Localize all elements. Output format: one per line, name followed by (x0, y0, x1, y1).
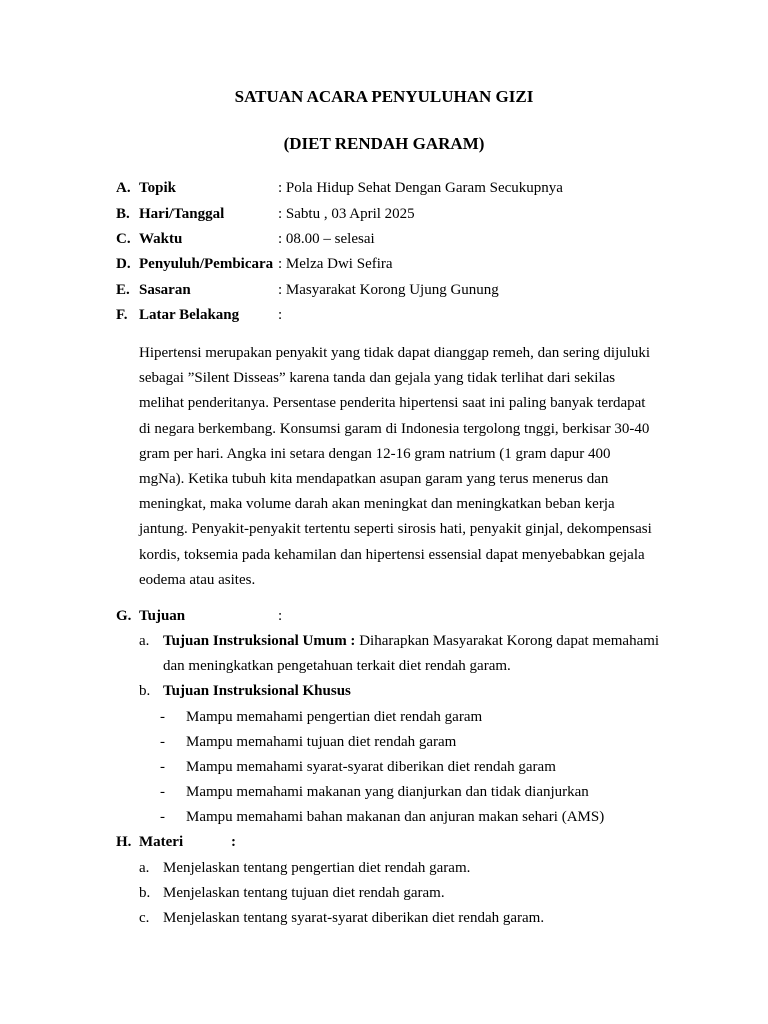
info-value: : 08.00 – selesai (278, 231, 375, 247)
item-text: Mampu memahami makanan yang dianjurkan dan tidak dianjurkan (186, 784, 589, 800)
section-label: Tujuan (139, 608, 186, 624)
bullet-dash: - (160, 734, 165, 750)
info-label: Sasaran (139, 282, 191, 298)
sub-letter: c. (139, 910, 150, 926)
info-letter: B. (116, 206, 130, 222)
section-colon: : (278, 608, 283, 624)
tujuan-umum-text-cont: dan meningkatkan pengetahuan terkait diet rendah garam. (163, 658, 511, 674)
tujuan-umum-text: Diharapkan Masyarakat Korong dapat memahami (355, 633, 660, 649)
info-letter: D. (116, 256, 131, 272)
bullet-dash: - (160, 759, 165, 775)
section-label: Materi (139, 834, 184, 850)
info-value: : Pola Hidup Sehat Dengan Garam Secukupnya (278, 180, 563, 196)
info-label: Latar Belakang (139, 307, 240, 323)
info-letter: A. (116, 180, 131, 196)
info-label: Waktu (139, 231, 183, 247)
background-paragraph (139, 341, 679, 593)
sub-letter: a. (139, 633, 150, 649)
info-letter: C. (116, 231, 131, 247)
info-value: : (278, 307, 283, 323)
paragraph-line: eodema atau asites. (139, 571, 256, 588)
item-text: Menjelaskan tentang pengertian diet rendah garam. (163, 860, 471, 876)
item-text: Mampu memahami syarat-syarat diberikan diet rendah garam (186, 759, 556, 775)
sub-letter: b. (139, 683, 151, 699)
info-letter: E. (116, 282, 130, 298)
info-value: : Masyarakat Korong Ujung Gunung (278, 282, 499, 298)
paragraph-line: gram per hari. Angka ini setara dengan 12-16 gram natrium (1 gram dapur 400 (139, 445, 611, 462)
section-letter: G. (116, 608, 132, 624)
sub-letter: b. (139, 885, 151, 901)
item-text: Menjelaskan tentang syarat-syarat diberikan diet rendah garam. (163, 910, 545, 926)
paragraph-line: mgNa). Ketika tubuh kita mendapatkan asupan garam yang terus menerus dan (139, 471, 609, 488)
section-colon: : (231, 834, 236, 850)
info-value: : Sabtu , 03 April 2025 (278, 206, 415, 222)
item-text: Mampu memahami pengertian diet rendah garam (186, 709, 483, 725)
bullet-dash: - (160, 784, 165, 800)
bullet-dash: - (160, 809, 165, 825)
tujuan-umum (139, 629, 699, 679)
paragraph-line: di negara berkembang. Konsumsi garam di Indonesia tergolong tnggi, berkisar 30-40 (139, 420, 650, 437)
info-letter: F. (116, 307, 128, 323)
paragraph-line: melihat penderitanya. Persentase penderita hipertensi saat ini paling banyak terdapat (139, 395, 646, 412)
sub-label-wrap (163, 679, 351, 704)
paragraph-line: kordis, toksemia pada kehamilan dan hipertensi essensial dapat menyebabkan gejala (139, 546, 645, 563)
bullet-dash: - (160, 709, 165, 725)
tujuan-umum-label: Tujuan Instruksional Umum : (163, 633, 356, 649)
section-letter: H. (116, 834, 132, 850)
item-text: Mampu memahami tujuan diet rendah garam (186, 734, 457, 750)
info-label: Topik (139, 180, 176, 196)
info-label: Hari/Tanggal (139, 206, 225, 222)
document-title: SATUAN ACARA PENYULUHAN GIZI (234, 87, 534, 106)
tujuan-khusus-label: Tujuan Instruksional Khusus (163, 683, 351, 699)
paragraph-line: meningkat, maka volume darah akan meningkat dan meningkatkan beban kerja (139, 496, 615, 513)
sub-letter: a. (139, 860, 150, 876)
info-value: : Melza Dwi Sefira (278, 256, 393, 272)
sub-text (163, 629, 659, 654)
item-text: Menjelaskan tentang tujuan diet rendah garam. (163, 885, 445, 901)
info-label: Penyuluh/Pembicara (139, 256, 274, 272)
paragraph-line: sebagai ”Silent Disseas” karena tanda dan gejala yang tidak terlihat dari sekilas (139, 370, 616, 387)
paragraph-line: Hipertensi merupakan penyakit yang tidak dapat dianggap remeh, dan sering dijuluki (139, 345, 651, 361)
document-subtitle: (DIET RENDAH GARAM) (283, 134, 485, 153)
paragraph-line: jantung. Penyakit-penyakit tertentu seperti sirosis hati, penyakit ginjal, dekompensasi (139, 521, 652, 538)
item-text: Mampu memahami bahan makanan dan anjuran makan sehari (AMS) (186, 809, 605, 825)
